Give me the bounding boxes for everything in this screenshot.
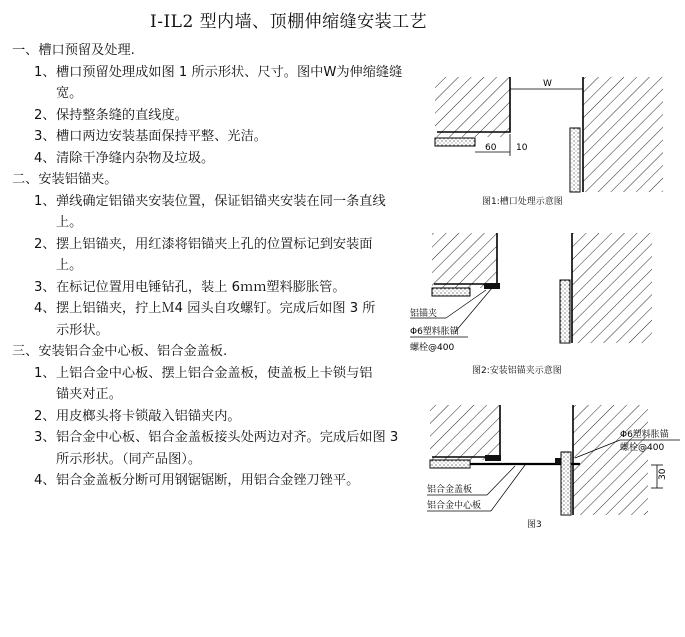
item-text: 保持整条缝的直线度。 [56, 107, 188, 123]
list-item [12, 234, 410, 277]
left-wall [435, 77, 510, 146]
list-item [12, 126, 410, 148]
section-heading: 二、安装铝锚夹。 [12, 172, 118, 187]
dimension-w [510, 79, 583, 94]
label-bolt-line1: Φ6塑料胀锚 [410, 327, 459, 337]
dim-30-label: 30 [658, 468, 668, 480]
figure-3-diagram [415, 400, 683, 520]
figure-2-diagram [400, 228, 675, 358]
item-number: 1、 [34, 193, 56, 209]
item-number: 4、 [34, 301, 56, 316]
label-bolt-line2: 螺栓@400 [410, 343, 455, 353]
list-item [12, 277, 410, 299]
list-item [12, 62, 410, 105]
item-number: 4、 [34, 150, 56, 166]
label-bolt-line1: Φ6塑料胀锚 [620, 430, 669, 440]
figure-3-caption: 图3 [527, 520, 542, 530]
list-item [12, 191, 410, 234]
item-text: 清除干净缝内杂物及垃圾。 [56, 150, 215, 166]
page-title: I-IL2 型内墙、顶棚伸缩缝安装工艺 [150, 12, 428, 32]
item-number: 3、 [34, 279, 56, 295]
item-number: 2、 [34, 107, 56, 123]
item-number: 1、 [34, 64, 56, 80]
dimension-30 [651, 465, 668, 488]
section-heading: 三、安装铝合金中心板、铝合金盖板. [12, 344, 228, 359]
item-number: 2、 [34, 236, 56, 252]
item-number: 2、 [34, 408, 56, 424]
label-bolt-line2: 螺栓@400 [620, 443, 665, 453]
list-item [12, 427, 410, 470]
item-text: 槽口预留处理成如图 1 所示形状、尺寸。图中W为伸缩缝缝宽。 [56, 64, 403, 101]
document-body [12, 40, 410, 492]
item-text: 摆上铝锚夹，用红漆将铝锚夹上孔的位置标记到安装面上。 [56, 236, 373, 273]
item-text: 在标记位置用电锤钻孔，装上 6ｍｍ塑料膨胀管。 [56, 279, 346, 295]
item-number: 3、 [34, 430, 56, 445]
item-text: 上铝合金中心板、摆上铝合金盖板，使盖板上卡锁与铝锚夹对正。 [56, 365, 373, 402]
section-heading: 一、槽口预留及处理. [12, 43, 135, 58]
dimension-60 [475, 134, 528, 156]
item-text: 摆上铝锚夹，拧上Ｍ4 园头自攻螺钉。完成后如图 3 所示形状。 [56, 301, 376, 338]
list-item [12, 298, 410, 341]
dim-w-label: W [543, 79, 552, 89]
item-text: 用皮榔头将卡锁敲入铝锚夹内。 [56, 408, 241, 424]
list-item [12, 363, 410, 406]
list-item [12, 148, 410, 170]
label-center-plate: 铝合金中心板 [427, 501, 482, 511]
item-text: 铝合金中心板、铝合金盖板接头处两边对齐。完成后如图 3 所示形状。（同产品图）。 [56, 430, 399, 467]
item-number: 1、 [34, 365, 56, 381]
callouts [410, 288, 492, 353]
list-item [12, 105, 410, 127]
right-wall [560, 233, 652, 343]
dim-10-label: 10 [516, 143, 528, 153]
list-item [12, 406, 410, 428]
right-wall [570, 77, 663, 192]
figure-1-diagram [425, 72, 675, 207]
item-text: 弹线确定铝锚夹安装位置，保证铝锚夹安装在同一条直线上。 [56, 193, 386, 230]
label-anchor-clip: 铝锚夹 [410, 309, 438, 319]
right-wall [561, 405, 648, 515]
list-item [12, 470, 410, 492]
item-number: 3、 [34, 129, 56, 144]
label-cover-plate: 铝合金盖板 [427, 485, 473, 495]
item-text: 铝合金盖板分断可用钢锯锯断，用铝合金锉刀锉平。 [56, 473, 360, 488]
item-number: 4、 [34, 473, 56, 488]
dim-60-label: 60 [485, 143, 497, 153]
item-text: 槽口两边安装基面保持平整、光洁。 [56, 129, 267, 144]
figure-2-caption: 图2:安装铝锚夹示意图 [472, 366, 562, 376]
figure-1-caption: 图1:槽口处理示意图 [482, 197, 563, 207]
